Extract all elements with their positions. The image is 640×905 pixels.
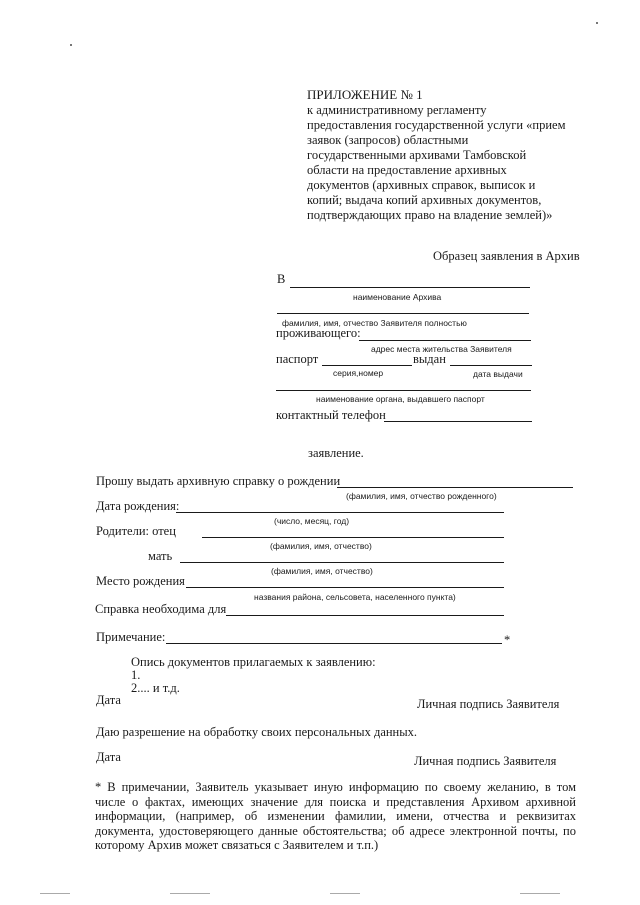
mother-label: мать <box>148 549 173 563</box>
note-label: Примечание: <box>96 630 166 644</box>
name-caption: фамилия, имя, отчество Заявителя полностью <box>282 318 467 328</box>
passport-label: паспорт <box>276 352 319 366</box>
needed-for-label: Справка необходима для <box>95 602 227 616</box>
appendix-line: копий; выдача копий архивных документов, <box>307 193 542 207</box>
birth-place-label: Место рождения <box>96 574 185 588</box>
birth-date-line <box>176 512 504 513</box>
issued-label: выдан <box>413 352 446 366</box>
note-line <box>166 643 502 644</box>
issuer-line <box>276 390 531 391</box>
birth-date-caption: (число, месяц, год) <box>274 516 350 526</box>
appendix-line: заявок (запросов) областными <box>307 133 469 147</box>
phone-line <box>384 421 532 422</box>
archive-name-line <box>290 287 530 288</box>
series-caption: серия,номер <box>333 368 384 378</box>
appendix-line: к административному регламенту <box>307 103 487 117</box>
attachment-item: 1. <box>131 668 141 682</box>
mother-line <box>180 562 504 563</box>
residing-label: проживающего: <box>276 326 361 340</box>
footnote: * В примечании, Заявитель указывает иную информацию по своему желанию, в том числе о фактах, имеющих значение для поиска и представления Архивом архивной информации, (например, об изменении фамилии, имени, отчества и реквизитах документа, удостоверяющего данные обстоятельства; об адресе электронной почты, по которому Архив может связаться с Заявителем и т.п.) <box>95 780 576 852</box>
sample-title: Образец заявления в Архив <box>433 249 580 263</box>
father-line <box>202 537 504 538</box>
date-label: Дата <box>96 693 121 707</box>
father-label: Родители: отец <box>96 524 176 538</box>
appendix-line: документов (архивных справок, выписок и <box>307 178 536 192</box>
passport-number-line <box>322 365 412 366</box>
scan-speck <box>40 893 70 894</box>
attachments-title: Опись документов прилагаемых к заявлению: <box>131 655 376 669</box>
appendix-line: подтверждающих право на владение землей)» <box>307 208 553 222</box>
date-label: Дата <box>96 750 121 764</box>
archive-caption: наименование Архива <box>353 292 442 302</box>
scan-speck <box>170 893 210 894</box>
statement-title: заявление. <box>308 446 364 460</box>
scan-speck <box>330 893 360 894</box>
request-line <box>337 487 573 488</box>
issue-date-caption: дата выдачи <box>473 369 523 379</box>
needed-for-line <box>226 615 504 616</box>
appendix-line: предоставления государственной услуги «прием <box>307 118 566 132</box>
scan-speck <box>596 22 598 24</box>
consent-text: Даю разрешение на обработку своих персональных данных. <box>96 725 418 739</box>
birth-date-label: Дата рождения: <box>96 499 180 513</box>
appendix-title: ПРИЛОЖЕНИЕ № 1 <box>307 87 423 102</box>
mother-caption: (фамилия, имя, отчество) <box>271 566 373 576</box>
attachment-item: 2.... и т.д. <box>131 681 180 695</box>
address-caption: адрес места жительства Заявителя <box>371 344 512 354</box>
birth-place-line <box>186 587 504 588</box>
issuer-caption: наименование органа, выдавшего паспорт <box>316 394 485 404</box>
request-label: Прошу выдать архивную справку о рождении <box>96 474 341 488</box>
scan-speck <box>520 893 560 894</box>
phone-label: контактный телефон <box>276 408 386 422</box>
scan-speck <box>70 44 72 46</box>
appendix-line: области на предоставление архивных <box>307 163 507 177</box>
father-caption: (фамилия, имя, отчество) <box>270 541 372 551</box>
request-caption: (фамилия, имя, отчество рожденного) <box>346 491 497 501</box>
signature-label: Личная подпись Заявителя <box>414 754 557 768</box>
birth-place-caption: названия района, сельсовета, населенного пункта) <box>254 592 456 602</box>
note-footnote-mark: * <box>504 633 511 647</box>
to-label: В <box>277 272 286 286</box>
signature-label: Личная подпись Заявителя <box>417 697 560 711</box>
appendix-line: государственными архивами Тамбовской <box>307 148 527 162</box>
address-line <box>359 340 531 341</box>
issue-date-line <box>450 365 532 366</box>
applicant-name-line <box>277 313 529 314</box>
